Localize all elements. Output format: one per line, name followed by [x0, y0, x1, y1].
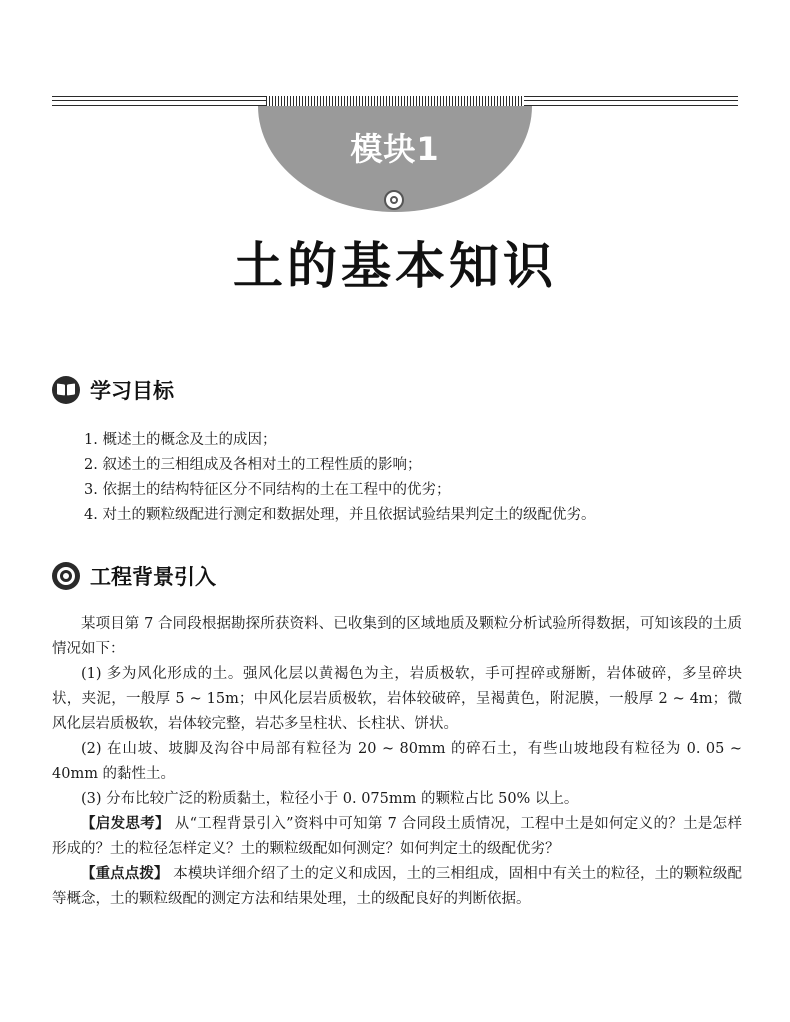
key-label: 【重点点拨】: [81, 866, 169, 882]
think-text: 从“工程背景引入”资料中可知第 7 合同段土质情况，工程中土是如何定义的？土是怎样形成的？土的粒径怎样定义？土的颗粒级配如何测定？如何判定土的级配优劣？: [52, 816, 742, 857]
background-point-3: (3) 分布比较广泛的粉质黏土，粒径小于 0. 075mm 的颗粒占比 50% 以上。: [81, 791, 579, 807]
background-point-1: (1) 多为风化形成的土。强风化层以黄褐色为主，岩质极软，手可捏碎或掰断，岩体破碎，多呈碎块状，夹泥，一般厚 5 ~ 15m；中风化层岩质极软，岩体较破碎，呈褐黄色，附泥膜，一般厚 2 ~ 4m；微风化层岩质极软，岩体较完整，岩芯多呈柱状、长柱状、饼状。: [52, 666, 742, 732]
background-body: [52, 612, 742, 912]
think-label: 【启发思考】: [81, 816, 170, 832]
background-header: [52, 560, 216, 592]
bullseye-icon: [52, 562, 80, 590]
objectives-list: [84, 428, 595, 528]
objective-item: 1. 概述土的概念及土的成因；: [84, 432, 277, 448]
objective-item: 4. 对土的颗粒级配进行测定和数据处理，并且依据试验结果判定土的级配优劣。: [84, 507, 596, 523]
objective-item: 3. 依据土的结构特征区分不同结构的土在工程中的优劣；: [84, 482, 451, 498]
objectives-heading: 学习目标: [90, 379, 174, 403]
key-paragraph: [52, 862, 742, 912]
key-text: 本模块详细介绍了土的定义和成因，土的三相组成，固相中有关土的粒径，土的颗粒级配等概念，土的颗粒级配的测定方法和结果处理，土的级配良好的判断依据。: [52, 866, 743, 907]
objectives-header: [52, 374, 174, 406]
think-paragraph: [52, 812, 742, 862]
page-title: 土的基本知识: [233, 237, 557, 295]
background-heading: 工程背景引入: [90, 565, 216, 589]
objective-item: 2. 叙述土的三相组成及各相对土的工程性质的影响；: [84, 457, 422, 473]
module-label: 模块1: [350, 130, 440, 168]
book-icon: [52, 376, 80, 404]
background-point-2: (2) 在山坡、坡脚及沟谷中局部有粒径为 20 ~ 80mm 的碎石土，有些山坡地段有粒径为 0. 05 ~ 40mm 的黏性土。: [52, 741, 742, 782]
background-intro: 某项目第 7 合同段根据勘探所获资料、已收集到的区域地质及颗粒分析试验所得数据，可知该段的土质情况如下：: [52, 616, 742, 657]
target-dot-icon: [384, 190, 404, 210]
header-hatch-band: [266, 96, 524, 106]
